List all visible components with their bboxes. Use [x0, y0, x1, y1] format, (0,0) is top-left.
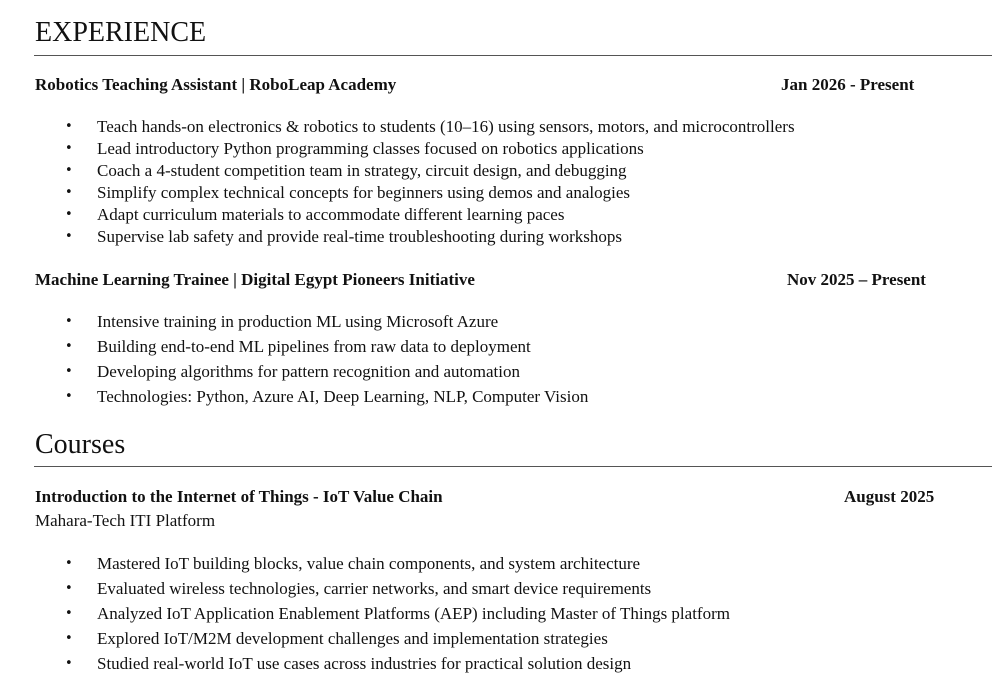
entry-title-ml-trainee: Machine Learning Trainee | Digital Egypt Pioneers Initiative [35, 270, 475, 289]
bullet-icon: • [65, 364, 73, 379]
bullet-icon: • [65, 185, 73, 200]
bullet-icon: • [65, 141, 73, 156]
bullet-icon: • [65, 656, 73, 671]
courses-heading: Courses [35, 429, 126, 460]
courses-divider [34, 466, 992, 467]
entry-date-ml-trainee: Nov 2025 – Present [787, 270, 926, 289]
experience-divider [34, 55, 992, 56]
bullet-icon: • [65, 631, 73, 646]
entry-title-iot-course: Introduction to the Internet of Things - IoT Value Chain [35, 487, 443, 506]
bullet-icon: • [65, 314, 73, 329]
bullet-icon: • [65, 119, 73, 134]
bullet-icon: • [65, 581, 73, 596]
bullet-icon: • [65, 339, 73, 354]
resume-page: EXPERIENCE Robotics Teaching Assistant | RoboLeap Academy Jan 2026 - Present • Teach hands-on electronics & robotics to students (10–16) using sensors, motors, and microcontrollers • Lead introductory Python programming classes focused on robotics applications • Coach a 4-student competition team in strategy, circuit design, and debugging • Simplify complex technical concepts for beginners using demos and analogies • Adapt curriculum materials to accommodate different learning paces • Supervise lab safety and provide real-time troubleshooting during workshops Machine Learning Trainee | Digital Egypt Pioneers Initiative Nov 2025 – Present • Intensive training in production ML using Microsoft Azure • Building end-to-end ML pipelines from raw data to deployment • Developing algorithms for pattern recognition and automation • Technologies: Python, Azure AI, Deep Learning, NLP, Computer Vision Courses Introduction to the Internet of Things - IoT Value Chain August 2025 Mahara-Tech ITI Platform • Mastered IoT building blocks, value chain components, and system architecture • Evaluated wireless technologies, carrier networks, and smart device requirements • Analyzed IoT Application Enablement Platforms (AEP) including Master of Things platform • Explored IoT/M2M development challenges and implementation strategies • Studied real-world IoT use cases across industries for practical solution design [0, 0, 1000, 688]
entry-date-iot-course: August 2025 [844, 487, 935, 506]
course-provider: Mahara-Tech ITI Platform [35, 511, 216, 530]
bullet-icon: • [65, 389, 73, 404]
bullet-icon: • [65, 606, 73, 621]
entry-date-robotics-ta: Jan 2026 - Present [781, 75, 915, 94]
bullet-icon: • [65, 229, 73, 244]
bullet-icon: • [65, 207, 73, 222]
entry-title-robotics-ta: Robotics Teaching Assistant | RoboLeap Academy [35, 75, 397, 94]
experience-heading: EXPERIENCE [35, 17, 207, 48]
bullet-icon: • [65, 556, 73, 571]
bullet-icon: • [65, 163, 73, 178]
